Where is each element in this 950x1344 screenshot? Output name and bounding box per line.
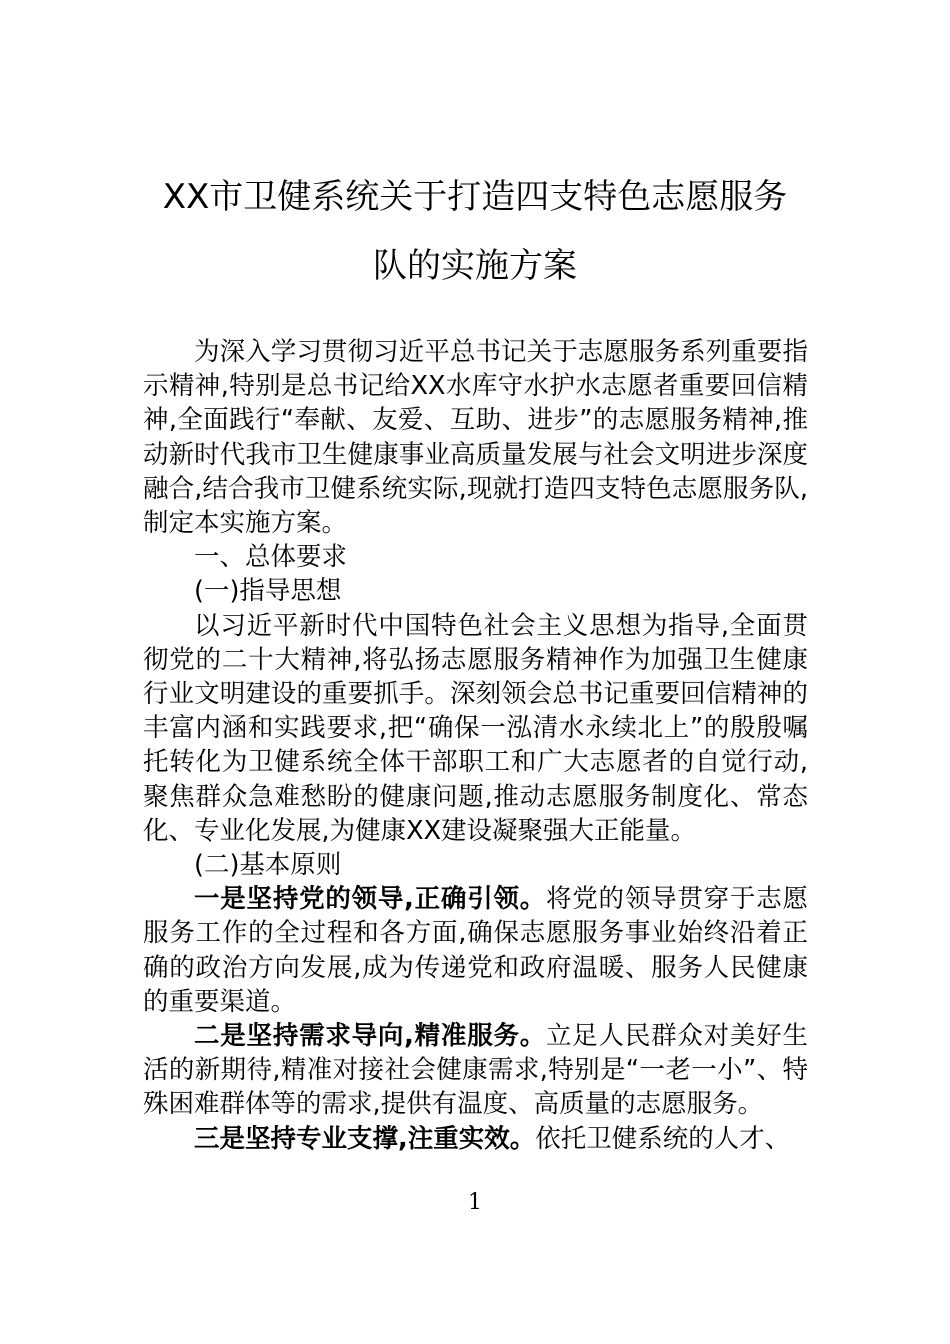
principle-text-2: 立足人民群众对美好生活的新期待,精准对接社会健康需求,特别是“一老一小”、特殊困难群体等的需求,提供有温度、高质量的志愿服务。 [143, 1021, 808, 1120]
document-body [143, 335, 808, 1156]
guiding-thought-paragraph: 以习近平新时代中国特色社会主义思想为指导,全面贯彻党的二十大精神,将弘扬志愿服务精神作为加强卫生健康行业文明建设的重要抓手。深刻领会总书记重要回信精神的丰富内涵和实践要求,把“确保一泓清水永续北上”的殷殷嘱托转化为卫健系统全体干部职工和广大志愿者的自觉行动,聚焦群众急难愁盼的健康问题,推动志愿服务制度化、常态化、专业化发展,为健康XX建设凝聚强大正能量。 [143, 610, 808, 846]
principle-lead-2: 二是坚持需求导向,精准服务。 [194, 1021, 547, 1052]
section-heading-general-requirements: 一、总体要求 [194, 542, 348, 573]
principle-text-1: 将党的领导贯穿于志愿服务工作的全过程和各方面,确保志愿服务事业始终沿着正确的政治方向发展,成为传递党和政府温暖、服务人民健康的重要渠道。 [143, 884, 808, 1017]
intro-paragraph: 为深入学习贯彻习近平总书记关于志愿服务系列重要指示精神,特别是总书记给XX水库守水护水志愿者重要回信精神,全面践行“奉献、友爱、互助、进步”的志愿服务精神,推动新时代我市卫生健康事业高质量发展与社会文明进步深度融合,结合我市卫健系统实际,现就打造四支特色志愿服务队,制定本实施方案。 [143, 337, 808, 539]
principle-lead-3: 三是坚持专业支撑,注重实效。 [194, 1123, 536, 1154]
subsection-heading-basic-principles: (二)基本原则 [194, 850, 342, 881]
principle-paragraph-2 [143, 1019, 808, 1122]
document-title-line-1: XX市卫健系统关于打造四支特色志愿服务 [162, 177, 788, 217]
page-number: 1 [468, 1190, 482, 1215]
principle-lead-1: 一是坚持党的领导,正确引领。 [194, 884, 547, 915]
principle-paragraph-3 [143, 1122, 808, 1156]
subsection-heading-guiding-thought: (一)指导思想 [194, 576, 342, 607]
principle-text-3: 依托卫健系统的人才、 [535, 1123, 791, 1154]
principle-paragraph-1 [143, 882, 808, 1019]
document-title-line-2: 队的实施方案 [373, 246, 577, 286]
